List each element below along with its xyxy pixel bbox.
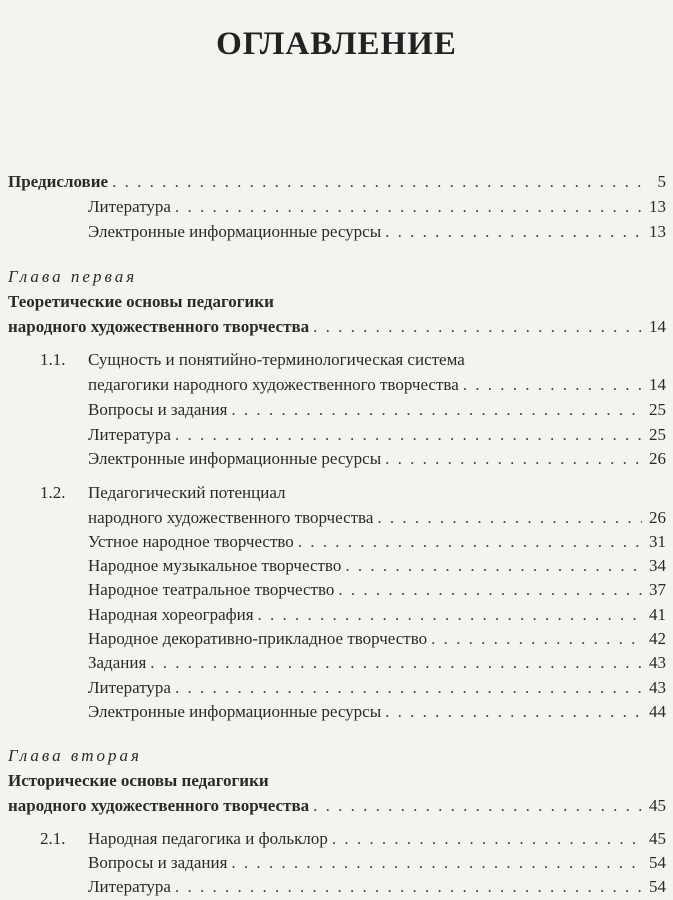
toc-entry bbox=[88, 449, 666, 469]
toc-entry bbox=[88, 580, 666, 600]
chapter-marker: Глава первая bbox=[8, 267, 138, 286]
toc-page-number: 34 bbox=[649, 556, 666, 575]
toc-entry-label: Электронные информационные ресурсы bbox=[88, 222, 382, 241]
toc-entry bbox=[88, 400, 666, 420]
toc-entry-label: Вопросы и задания bbox=[88, 400, 228, 419]
toc-entry-label: народного художественного творчества bbox=[8, 796, 310, 815]
dot-leader bbox=[313, 796, 642, 816]
dot-leader bbox=[175, 197, 642, 217]
toc-page-number: 43 bbox=[649, 653, 666, 672]
dot-leader bbox=[175, 877, 642, 897]
dot-leader bbox=[431, 629, 642, 649]
chapter-marker: Глава вторая bbox=[8, 746, 142, 765]
toc-entry-label: Электронные информационные ресурсы bbox=[88, 702, 382, 721]
toc-entry-label: Народное музыкальное творчество bbox=[88, 556, 342, 575]
toc-page-number: 26 bbox=[649, 508, 666, 527]
toc-entry-label: Народная педагогика и фольклор bbox=[88, 829, 328, 848]
toc-entry-section bbox=[88, 375, 666, 395]
dot-leader bbox=[231, 853, 642, 873]
dot-leader bbox=[112, 172, 642, 192]
dot-leader bbox=[377, 508, 642, 528]
toc-entry-section bbox=[88, 829, 666, 849]
toc-entry-preface bbox=[8, 172, 666, 192]
toc-entry-section bbox=[88, 508, 666, 528]
toc-page-number: 42 bbox=[649, 629, 666, 648]
toc-page-number: 13 bbox=[649, 197, 666, 216]
chapter-title: Исторические основы педагогики bbox=[8, 771, 269, 790]
toc-entry-label: народного художественного творчества bbox=[8, 317, 310, 336]
toc-entry bbox=[88, 556, 666, 576]
dot-leader bbox=[298, 532, 642, 552]
toc-page-number: 54 bbox=[649, 877, 666, 896]
dot-leader bbox=[313, 317, 642, 337]
toc-page-number: 14 bbox=[649, 375, 666, 394]
toc-page-number: 25 bbox=[649, 400, 666, 419]
dot-leader bbox=[385, 702, 642, 722]
toc-entry-label: Литература bbox=[88, 678, 171, 697]
toc-entry-label: Народное декоративно-прикладное творчество bbox=[88, 629, 428, 648]
toc-page-number: 5 bbox=[657, 172, 666, 191]
dot-leader bbox=[175, 425, 642, 445]
toc-entry bbox=[88, 877, 666, 897]
toc-entry bbox=[88, 653, 666, 673]
section-number: 1.1. bbox=[40, 350, 66, 369]
section-number: 1.2. bbox=[40, 483, 66, 502]
toc-entry-label: Литература bbox=[88, 425, 171, 444]
dot-leader bbox=[150, 653, 642, 673]
toc-entry bbox=[88, 629, 666, 649]
toc-entry bbox=[88, 605, 666, 625]
toc-entry bbox=[88, 532, 666, 552]
toc-page-number: 45 bbox=[649, 796, 666, 815]
dot-leader bbox=[231, 400, 642, 420]
toc-entry bbox=[88, 702, 666, 722]
section-title: Педагогический потенциал bbox=[88, 483, 286, 502]
toc-page-number: 26 bbox=[649, 449, 666, 468]
dot-leader bbox=[385, 222, 642, 242]
toc-entry-label: Задания bbox=[88, 653, 147, 672]
toc-entry-label: Электронные информационные ресурсы bbox=[88, 449, 382, 468]
dot-leader bbox=[332, 829, 642, 849]
toc-entry bbox=[88, 425, 666, 445]
toc-entry-label: Устное народное творчество bbox=[88, 532, 294, 551]
toc-page-number: 31 bbox=[649, 532, 666, 551]
toc-page-number: 41 bbox=[649, 605, 666, 624]
toc-entry-label: Народная хореография bbox=[88, 605, 254, 624]
toc-entry bbox=[88, 197, 666, 217]
toc-page-number: 54 bbox=[649, 853, 666, 872]
toc-page-number: 14 bbox=[649, 317, 666, 336]
toc-entry-chapter bbox=[8, 317, 666, 337]
dot-leader bbox=[385, 449, 642, 469]
section-number: 2.1. bbox=[40, 829, 66, 848]
toc-page-number: 13 bbox=[649, 222, 666, 241]
toc-page-number: 37 bbox=[649, 580, 666, 599]
page-title: ОГЛАВЛЕНИЕ bbox=[216, 26, 457, 62]
toc-entry-label: народного художественного творчества bbox=[88, 508, 374, 527]
dot-leader bbox=[175, 678, 642, 698]
dot-leader bbox=[338, 580, 642, 600]
toc-entry-label: Народное театральное творчество bbox=[88, 580, 335, 599]
toc-entry bbox=[88, 853, 666, 873]
toc-page-number: 45 bbox=[649, 829, 666, 848]
toc-entry-label: Предисловие bbox=[8, 172, 109, 191]
toc-entry-label: Вопросы и задания bbox=[88, 853, 228, 872]
toc-entry-chapter bbox=[8, 796, 666, 816]
chapter-title: Теоретические основы педагогики bbox=[8, 292, 274, 311]
dot-leader bbox=[463, 375, 642, 395]
dot-leader bbox=[258, 605, 642, 625]
toc-entry-label: Литература bbox=[88, 197, 171, 216]
dot-leader bbox=[345, 556, 642, 576]
toc-entry-label: педагогики народного художественного творчества bbox=[88, 375, 459, 394]
toc-entry bbox=[88, 222, 666, 242]
toc-page-number: 44 bbox=[649, 702, 666, 721]
toc-page-number: 25 bbox=[649, 425, 666, 444]
toc-entry bbox=[88, 678, 666, 698]
toc-entry-label: Литература bbox=[88, 877, 171, 896]
section-title: Сущность и понятийно-терминологическая система bbox=[88, 350, 465, 369]
toc-page-number: 43 bbox=[649, 678, 666, 697]
